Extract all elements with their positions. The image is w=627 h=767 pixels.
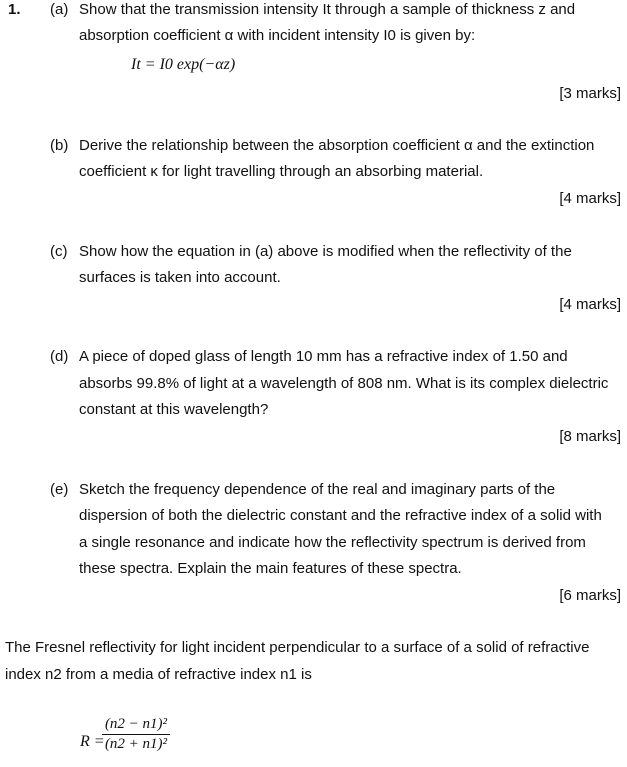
part-d-marks: [8 marks] (559, 428, 621, 445)
part-e-line-4: these spectra. Explain the main features of these spectra. (79, 560, 462, 577)
fresnel-equation-numerator: (n2 − n1)² (104, 716, 168, 732)
part-a-label: (a) (50, 1, 69, 18)
part-d-line-3: constant at this wavelength? (79, 401, 269, 418)
part-c-line-1: Show how the equation in (a) above is modified when the reflectivity of the (79, 243, 572, 260)
part-a-marks: [3 marks] (559, 85, 621, 102)
part-d-line-2: absorbs 99.8% of light at a wavelength of 808 nm. What is its complex dielectric (79, 375, 609, 392)
part-a-line-1: Show that the transmission intensity It through a sample of thickness z and (79, 1, 576, 18)
part-b-marks: [4 marks] (559, 190, 621, 207)
part-e-line-2: dispersion of both the dielectric constant and the refractive index of a solid with (79, 507, 602, 524)
part-b-line-2: coefficient κ for light travelling through an absorbing material. (79, 163, 484, 180)
fresnel-equation-fraction (102, 716, 170, 753)
fresnel-line-1: The Fresnel reflectivity for light incident perpendicular to a surface of a solid of refractive (5, 639, 590, 656)
part-c-line-2: surfaces is taken into account. (79, 269, 281, 286)
part-b-label: (b) (50, 137, 69, 154)
part-d-line-1: A piece of doped glass of length 10 mm has a refractive index of 1.50 and (79, 348, 568, 365)
fresnel-line-2: index n2 from a media of refractive index n1 is (5, 666, 312, 683)
part-a-line-2: absorption coefficient α with incident intensity I0 is given by: (79, 27, 476, 44)
part-e-label: (e) (50, 481, 69, 498)
part-a-equation: It = I0 exp(−αz) (131, 56, 236, 73)
fresnel-equation-lhs: R = (80, 733, 105, 750)
part-c-label: (c) (50, 243, 68, 260)
part-e-marks: [6 marks] (559, 587, 621, 604)
part-e-line-1: Sketch the frequency dependence of the real and imaginary parts of the (79, 481, 556, 498)
part-c-marks: [4 marks] (559, 296, 621, 313)
part-e-line-3: a single resonance and indicate how the reflectivity spectrum is derived from (79, 534, 586, 551)
part-d-label: (d) (50, 348, 69, 365)
part-b-line-1: Derive the relationship between the absorption coefficient α and the extinction (79, 137, 595, 154)
fresnel-equation-denominator: (n2 + n1)² (104, 736, 168, 752)
question-number: 1. (8, 1, 21, 18)
fraction-bar (102, 734, 170, 735)
